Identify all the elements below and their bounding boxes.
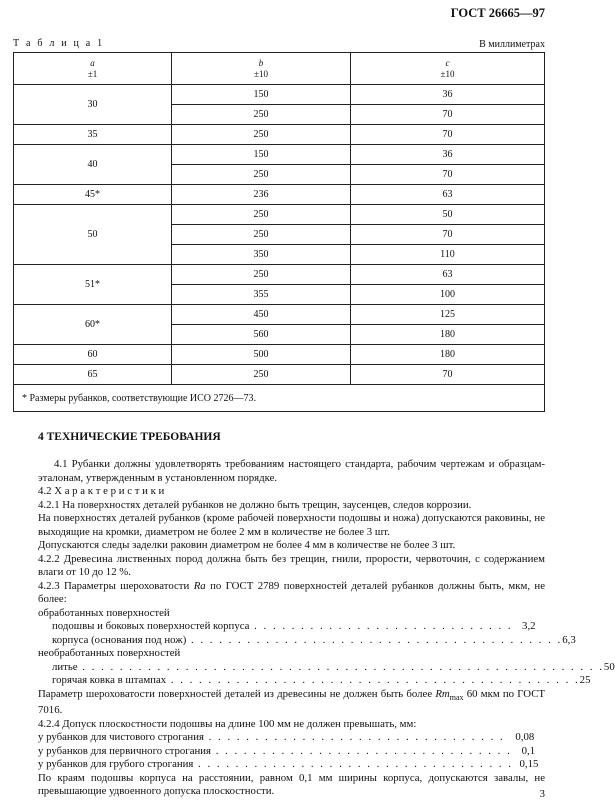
- list-item: [38, 674, 591, 688]
- cell-b: 500: [172, 345, 351, 365]
- leader-dots: . . . . . . . . . . . . . . . . . . . . . . . . . . . . . . . . . . . . . . . . . . . .: [166, 674, 580, 686]
- header-cell-b: [172, 53, 351, 85]
- cell-b: 150: [172, 145, 351, 165]
- leader-dots: . . . . . . . . . . . . . . . . . . . . . . . . . . . . . . . . . . . . . . . .: [186, 633, 563, 646]
- table-row: [14, 145, 545, 165]
- item-label: у рубанков для чистового строгания: [38, 731, 204, 744]
- paragraph-4-2-4: 4.2.4 Допуск плоскостности подошвы на длине 100 мм не должен превышать, мм:: [38, 717, 417, 730]
- list-item: [38, 758, 545, 772]
- dimensions-table: [13, 52, 545, 412]
- ra-symbol: Ra: [193, 579, 206, 592]
- cell-b: 250: [172, 225, 351, 245]
- cell-a: 50: [14, 205, 172, 265]
- cell-c: 125: [351, 305, 545, 325]
- rm-subscript: max: [449, 692, 464, 702]
- rm-pre: Параметр шероховатости поверхностей деталей из древесины не должен быть более: [38, 687, 436, 700]
- cell-b: 250: [172, 365, 351, 385]
- item-label: у рубанков для грубого строгания: [38, 758, 194, 771]
- list-item: [38, 633, 576, 648]
- paragraph-pits: На поверхностях деталей рубанков (кроме рабочей поверхности подошвы и ножа) допускаются раковины, не выходящие на кромки, диаметром не более 2 мм в количестве не более 3 шт.: [38, 512, 545, 538]
- leader-dots: . . . . . . . . . . . . . . . . . . . . . . . . . . . . . . . .: [211, 744, 512, 757]
- leader-dots: . . . . . . . . . . . . . . . . . . . . . . . . . . . . . . . . . . . . . . . . . . . . . . . . . . . . . . . .: [77, 660, 604, 673]
- unprocessed-title: необработанных поверхностей: [38, 647, 181, 659]
- cell-c: 63: [351, 265, 545, 285]
- cell-c: 180: [351, 325, 545, 345]
- table-header-row: [14, 53, 545, 85]
- cell-b: 250: [172, 105, 351, 125]
- item-label: у рубанков для первичного строгания: [38, 744, 212, 757]
- cell-b: 250: [172, 265, 351, 285]
- item-value: 0,08: [515, 731, 535, 744]
- item-label: корпуса (основания под нож): [52, 633, 187, 646]
- cell-a: 60: [14, 345, 172, 365]
- paragraph-4-2: 4.2 Х а р а к т е р и с т и к и: [38, 485, 165, 497]
- cell-c: 36: [351, 145, 545, 165]
- header-tolerance: ±10: [440, 68, 455, 79]
- cell-c: 110: [351, 245, 545, 265]
- cell-a: 60*: [14, 305, 172, 345]
- paragraph-4-2-1: 4.2.1 На поверхностях деталей рубанков не должно быть трещин, заусенцев, следов коррозии.: [38, 498, 472, 511]
- cell-c: 63: [351, 185, 545, 205]
- table-footnote: * Размеры рубанков, соответствующие ИСО 2726—73.: [14, 385, 545, 412]
- table-row: [14, 305, 545, 325]
- list-item: [38, 731, 545, 745]
- processed-title: обработанных поверхностей: [38, 606, 170, 619]
- cell-a: 40: [14, 145, 172, 185]
- cell-b: 250: [172, 165, 351, 185]
- page-number: 3: [539, 788, 545, 800]
- paragraph-pit-repair: Допускаются следы заделки раковин диаметром не более 4 мм в количестве не более 3 шт.: [38, 539, 456, 551]
- cell-a: 35: [14, 125, 172, 145]
- p423-post: по ГОСТ 2789 поверхностей деталей рубанков должны быть, мкм, не более:: [38, 579, 545, 605]
- header-tolerance: ±1: [87, 68, 98, 79]
- header-cell-a: [14, 53, 172, 85]
- list-item: [38, 660, 615, 675]
- item-value: 0,15: [519, 758, 539, 771]
- cell-b: 236: [172, 185, 351, 205]
- document-header: ГОСТ 26665—97: [450, 6, 545, 20]
- header-tolerance: ±10: [254, 68, 268, 79]
- table-footnote-row: [14, 385, 545, 412]
- table-row: [14, 265, 545, 285]
- table-units: В миллиметрах: [479, 39, 545, 50]
- section-title: 4 ТЕХНИЧЕСКИЕ ТРЕБОВАНИЯ: [38, 431, 221, 443]
- cell-b: 560: [172, 325, 351, 345]
- paragraph-edges: По краям подошвы корпуса на расстоянии, равном 0,1 мм ширины корпуса, допускаются завалы, не превышающие удвоенного допуска плоскостности.: [38, 771, 545, 798]
- cell-c: 70: [351, 225, 545, 245]
- paragraph-4-1: 4.1 Рубанки должны удовлетворять требованиям настоящего стандарта, рабочим чертежам и образцам-эталонам, утвержденным в установленном порядке.: [38, 458, 545, 484]
- leader-dots: . . . . . . . . . . . . . . . . . . . . . . . . . . . . . . . .: [203, 731, 505, 744]
- table-row: [14, 345, 545, 365]
- cell-c: 70: [351, 105, 545, 125]
- item-value: 25: [579, 674, 591, 686]
- paragraph-4-2-3: [38, 580, 545, 607]
- rm-symbol: Rm: [435, 687, 450, 700]
- cell-b: 350: [172, 245, 351, 265]
- cell-a: 45*: [14, 185, 172, 205]
- cell-b: 150: [172, 85, 351, 105]
- cell-a: 30: [14, 85, 172, 125]
- cell-b: 355: [172, 285, 351, 305]
- item-value: 3,2: [522, 620, 536, 632]
- item-value: 6,3: [562, 633, 576, 646]
- cell-c: 50: [351, 205, 545, 225]
- cell-b: 450: [172, 305, 351, 325]
- header-name: c: [445, 57, 450, 68]
- cell-a: 51*: [14, 265, 172, 305]
- cell-b: 250: [172, 125, 351, 145]
- table-row: [14, 365, 545, 385]
- p423-pre: 4.2.3 Параметры шероховатости: [38, 579, 194, 592]
- header-cell-c: [351, 53, 545, 85]
- table-row: [14, 85, 545, 105]
- cell-c: 100: [351, 285, 545, 305]
- cell-a: 65: [14, 365, 172, 385]
- item-value: 0,1: [521, 744, 536, 757]
- cell-c: 70: [351, 365, 545, 385]
- paragraph-rm: [38, 688, 545, 718]
- item-label: горячая ковка в штампах: [52, 674, 167, 686]
- paragraph-4-2-2: 4.2.2 Древесина лиственных пород должна быть без трещин, гнили, прорости, червоточин, с содержанием влаги от 10 до 12 %.: [38, 552, 545, 578]
- item-label: литье: [52, 660, 78, 673]
- list-item: [38, 745, 545, 759]
- item-label: подошвы и боковых поверхностей корпуса: [52, 620, 250, 632]
- item-value: 50: [603, 660, 615, 673]
- table-row: [14, 205, 545, 225]
- cell-b: 250: [172, 205, 351, 225]
- list-item: [38, 620, 545, 634]
- cell-c: 36: [351, 85, 545, 105]
- rm-post: 60 мкм по ГОСТ 7016.: [38, 687, 545, 717]
- cell-c: 70: [351, 125, 545, 145]
- header-name: a: [90, 57, 95, 68]
- header-name: b: [258, 57, 264, 68]
- cell-c: 180: [351, 345, 545, 365]
- table-row: [14, 125, 545, 145]
- table-row: [14, 185, 545, 205]
- leader-dots: . . . . . . . . . . . . . . . . . . . . . . . . . . . . . . . . . .: [193, 758, 513, 771]
- leader-dots: . . . . . . . . . . . . . . . . . . . . . . . . . . . .: [249, 620, 513, 632]
- table-caption: Т а б л и ц а 1: [13, 38, 105, 49]
- cell-c: 70: [351, 165, 545, 185]
- body-text: [38, 458, 615, 799]
